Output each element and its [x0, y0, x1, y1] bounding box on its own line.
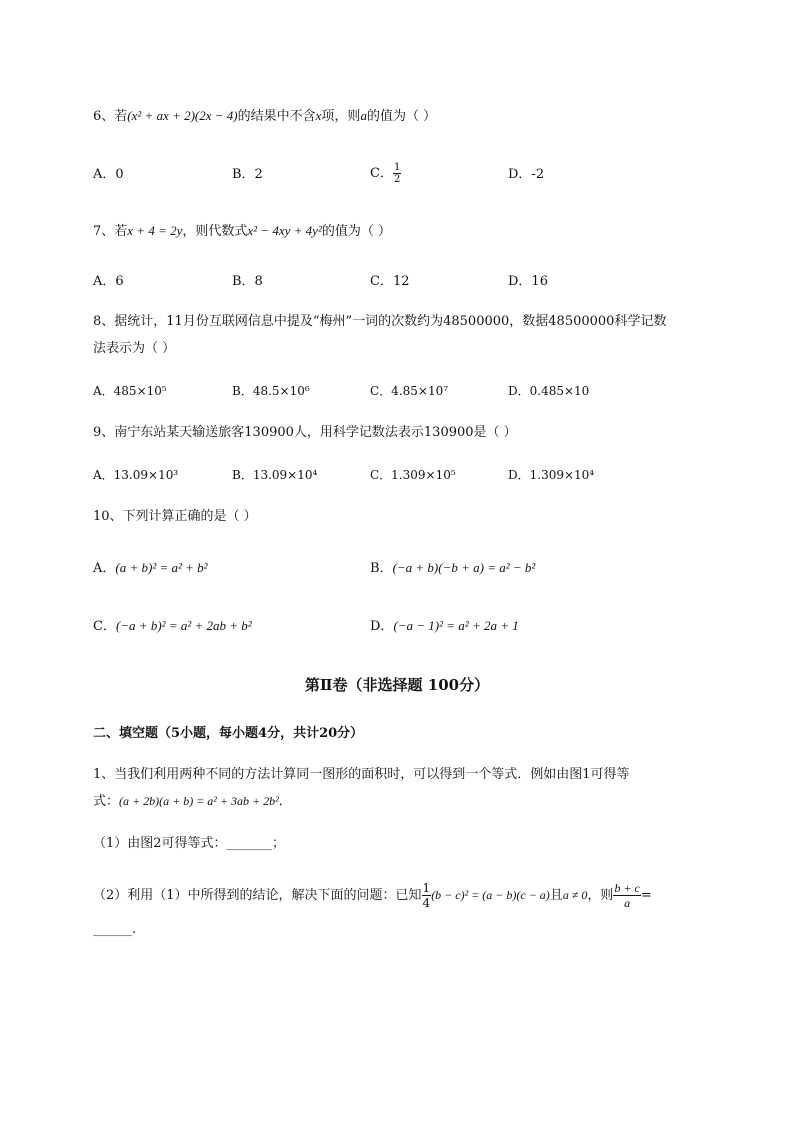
q7-option-d: D．16 — [508, 274, 548, 289]
f1-given-equation: (b − c)² = (a − b)(c − a) — [431, 888, 550, 902]
section-2-heading: 二、填空题（5小题，每小题4分，共计20分） — [93, 726, 364, 741]
question-8-line-2: 法表示为（ ） — [93, 341, 176, 356]
q6-option-b: B．2 — [232, 167, 263, 182]
q9-option-a: A．13.09×10³ — [93, 468, 179, 482]
q6-var-x: x — [315, 108, 322, 123]
fraction-denominator: a — [624, 896, 631, 910]
q10-option-a-expr: (a + b)² = a² + b² — [115, 560, 208, 575]
q9-option-c: C．1.309×10⁵ — [370, 468, 456, 482]
q7-expression-1: x + 4 = 2y — [127, 223, 183, 238]
q10-option-d — [370, 616, 519, 637]
q8-option-c: C．4.85×10⁷ — [370, 384, 449, 398]
q9-option-b: B．13.09×10⁴ — [232, 468, 318, 482]
fraction-denominator: 2 — [393, 174, 401, 185]
q6-suffix: 的值为（ ） — [366, 109, 437, 124]
q9-option-d: D．1.309×10⁴ — [508, 468, 595, 482]
f1-ratio-fraction — [613, 881, 640, 910]
q6-option-c-fraction — [393, 162, 401, 185]
f1-sub1-suffix: ； — [272, 836, 286, 851]
q10-option-c-label: C． — [93, 619, 116, 634]
fraction-denominator: 4 — [422, 896, 431, 910]
q7-option-a: A．6 — [93, 274, 124, 289]
q10-option-b-label: B． — [370, 561, 393, 576]
question-8-line-1: 8、据统计，11月份互联网信息中提及“梅州”一词的次数约为48500000，数据48500000科学记数 — [93, 314, 667, 329]
q10-option-c-expr: (−a + b)² = a² + 2ab + b² — [115, 618, 252, 633]
question-6-stem — [93, 106, 436, 127]
q8-option-d: D．0.485×10 — [508, 384, 590, 398]
q6-var-a: a — [360, 108, 367, 123]
q10-option-a — [93, 558, 208, 579]
q6-option-a: A．0 — [93, 167, 124, 182]
q6-option-c-label: C． — [370, 166, 393, 181]
q6-option-d: D．-2 — [508, 167, 545, 182]
fraction-numerator: b + c — [614, 881, 640, 895]
fill-question-1-line-1: 1、当我们利用两种不同的方法计算同一图形的面积时，可以得到一个等式．例如由图1可得等 — [93, 767, 630, 782]
fill-question-1-answer-line — [93, 920, 136, 940]
q10-option-d-expr: (−a − 1)² = a² + 2a + 1 — [393, 618, 519, 633]
fill-question-1-part-1 — [93, 834, 285, 854]
f1-line2-prefix: 式： — [93, 794, 120, 809]
q7-mid: ，则代数式 — [182, 224, 248, 239]
q7-option-b: B．8 — [232, 274, 263, 289]
q6-mid2: 项，则 — [321, 109, 361, 124]
q6-option-c — [370, 160, 401, 188]
q7-expression-2: x² − 4xy + 4y² — [247, 223, 322, 238]
q7-prefix: 7、若 — [93, 224, 128, 239]
q7-option-c: C．12 — [370, 274, 410, 289]
answer-blank-1: _______ — [226, 836, 273, 851]
q6-prefix: 6、若 — [93, 109, 128, 124]
f1-condition: a ≠ 0 — [562, 888, 588, 902]
f1-sub3-suffix: . — [132, 922, 137, 937]
fill-question-1-line-2 — [93, 791, 292, 812]
q8-option-b: B．48.5×10⁶ — [232, 384, 310, 398]
q10-option-c — [93, 616, 252, 637]
q8-option-a: A．485×10⁵ — [93, 384, 167, 398]
q10-option-a-label: A． — [93, 561, 116, 576]
f1-sub1-prefix: （1）由图2可得等式： — [93, 836, 227, 851]
answer-blank-2: ______ — [93, 922, 132, 937]
q6-mid: 的结果中不含 — [237, 109, 316, 124]
q7-suffix: 的值为（ ） — [321, 224, 391, 239]
f1-example-equation: (a + 2b)(a + b) = a² + 3ab + 2b² — [119, 794, 279, 808]
fraction-numerator: 1 — [393, 162, 401, 173]
question-10-stem: 10、下列计算正确的是（ ） — [93, 509, 257, 524]
f1-sub2-mid: 且 — [549, 888, 563, 903]
question-7-stem — [93, 221, 391, 242]
q10-option-d-label: D． — [370, 619, 394, 634]
f1-quarter-fraction — [422, 881, 432, 910]
q6-expression: (x² + ax + 2)(2x − 4) — [127, 108, 238, 123]
q10-option-b — [370, 558, 535, 579]
f1-line2-suffix: ． — [278, 794, 292, 809]
f1-sub2-then: ，则 — [587, 888, 614, 903]
part-2-title: 第Ⅱ卷（非选择题 100分） — [304, 676, 490, 694]
f1-equals: = — [640, 888, 652, 903]
q10-option-b-expr: (−a + b)(−b + a) = a² − b² — [392, 560, 536, 575]
fill-question-1-part-2 — [93, 878, 652, 913]
question-9-stem: 9、南宁东站某天输送旅客130900人，用科学记数法表示130900是（ ） — [93, 425, 517, 440]
f1-sub2-prefix: （2）利用（1）中所得到的结论，解决下面的问题：已知 — [93, 888, 422, 903]
fraction-numerator: 1 — [422, 881, 431, 895]
